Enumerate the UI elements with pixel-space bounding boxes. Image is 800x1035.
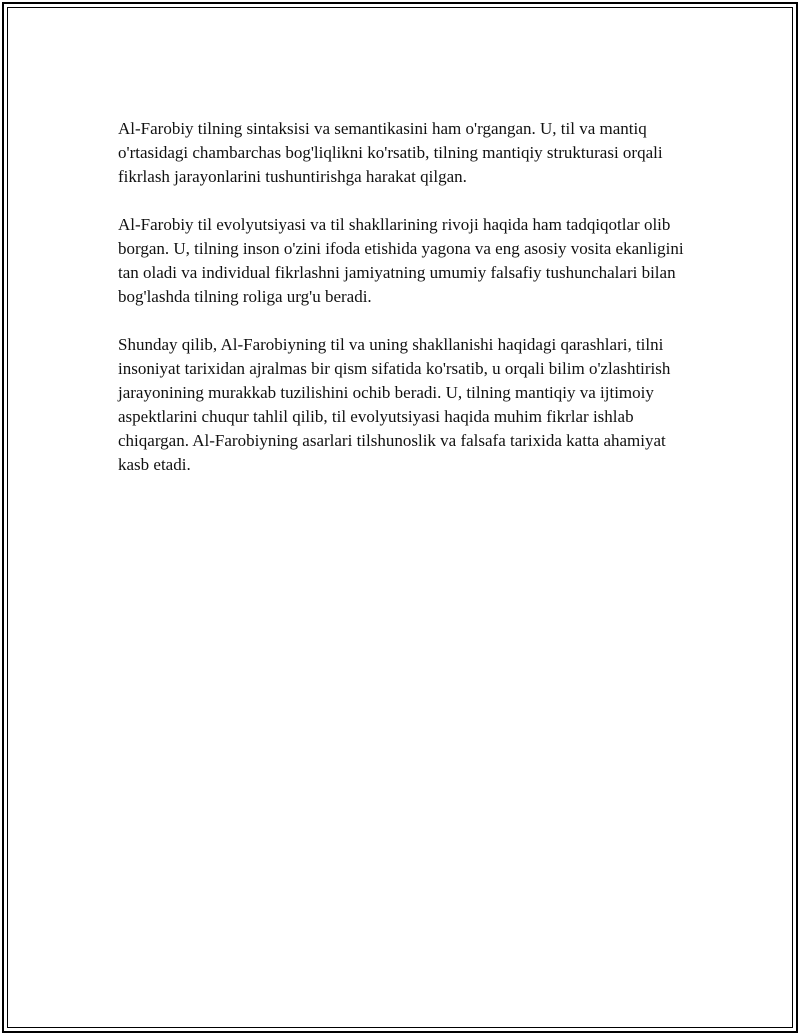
paragraph-2: Al-Farobiy til evolyutsiyasi va til shakllarining rivoji haqida ham tadqiqotlar olib borgan. U, tilning inson o'zini ifoda etishida yagona va eng asosiy vosita ekanligini tan oladi va individual fikrlashni jamiyatning umumiy falsafiy tushunchalari bilan bog'lashda tilning roliga urg'u beradi.	[118, 215, 684, 306]
document-body	[118, 117, 698, 501]
paragraph-3: Shunday qilib, Al-Farobiyning til va uning shakllanishi haqidagi qarashlari, tilni insoniyat tarixidan ajralmas bir qism sifatida ko'rsatib, u orqali bilim o'zlashtirish jarayonining murakkab tuzilishini ochib beradi. U, tilning mantiqiy va ijtimoiy aspektlarini chuqur tahlil qilib, til evolyutsiyasi haqida muhim fikrlar ishlab chiqargan. Al-Farobiyning asarlari tilshunoslik va falsafa tarixida katta ahamiyat kasb etadi.	[118, 335, 671, 474]
paragraph-1: Al-Farobiy tilning sintaksisi va semantikasini ham o'rgangan. U, til va mantiq o'rtasidagi chambarchas bog'liqlikni ko'rsatib, tilning mantiqiy strukturasi orqali fikrlash jarayonlarini tushuntirishga harakat qilgan.	[118, 119, 663, 186]
